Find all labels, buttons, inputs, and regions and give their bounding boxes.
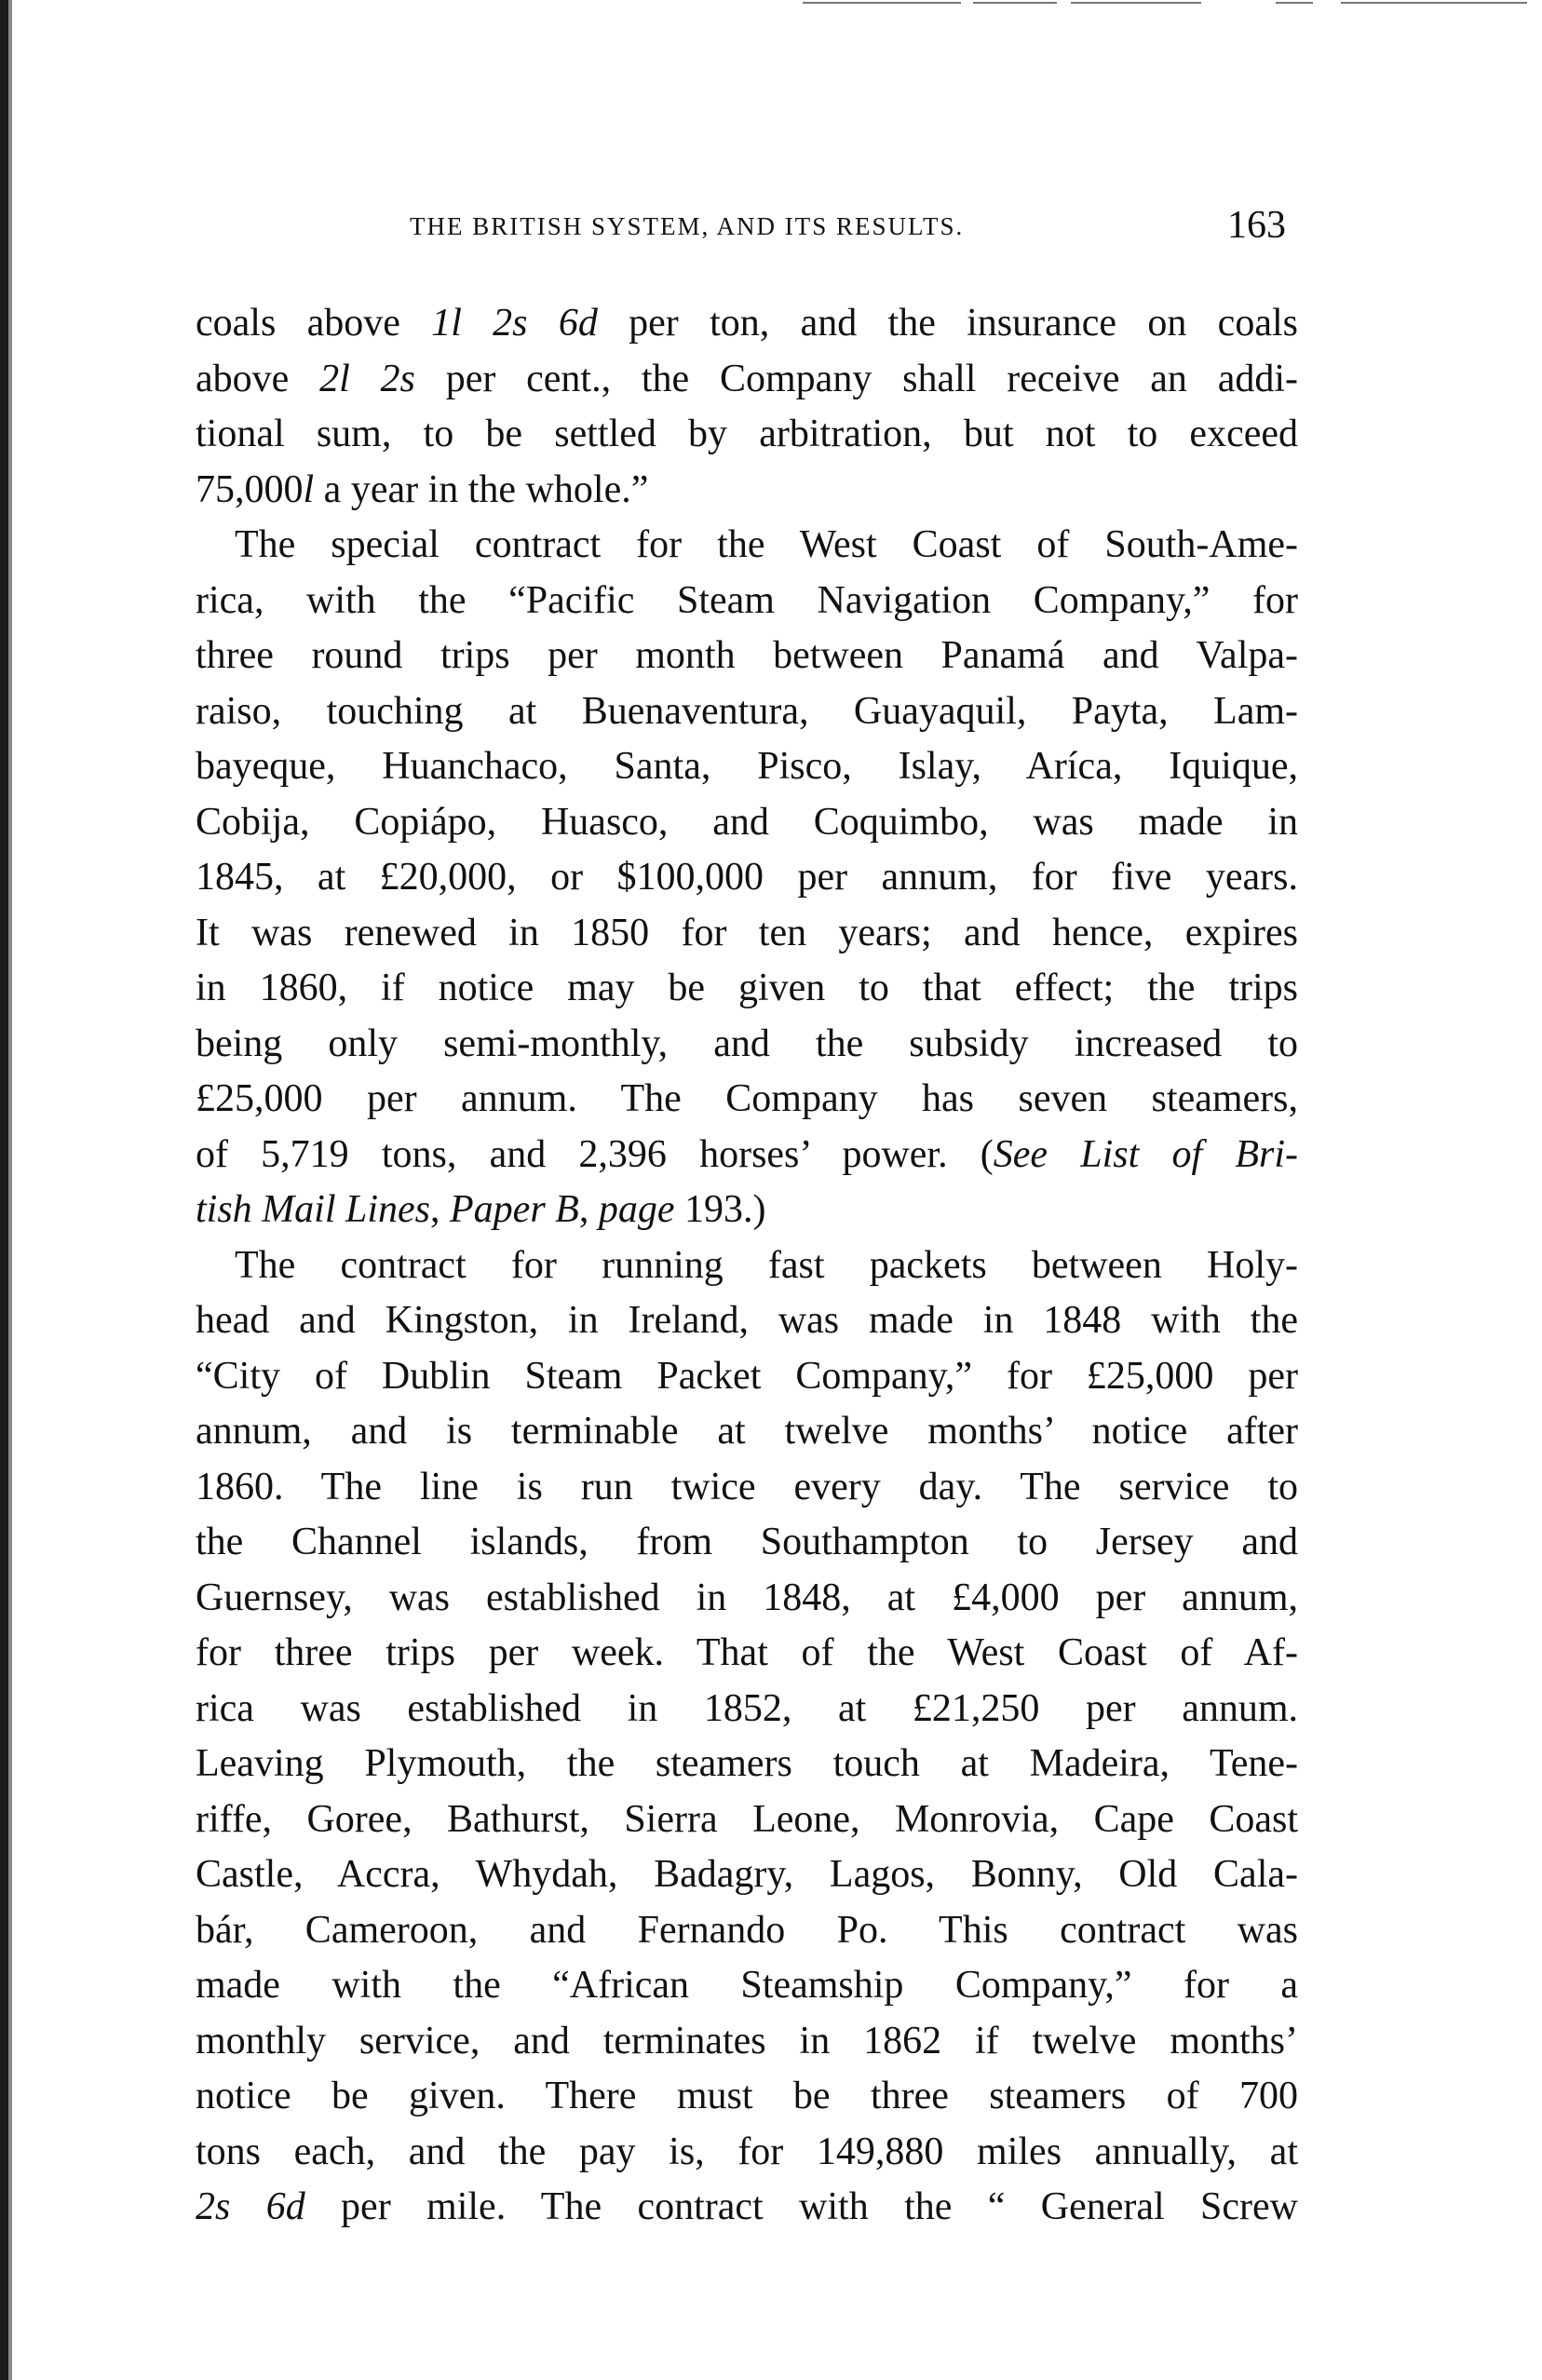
page-number: 163 bbox=[1227, 204, 1286, 247]
text-line bbox=[196, 574, 1298, 629]
text-line bbox=[196, 739, 1298, 795]
text-segment: Cobija, Copiápo, Huasco, and Coquimbo, was made in bbox=[196, 800, 1298, 844]
text-segment: made with the “African Steamship Company,” for a bbox=[196, 1964, 1298, 2007]
text-line bbox=[196, 1737, 1298, 1792]
text-segment: monthly service, and terminates in 1862 if twelve months’ bbox=[196, 2019, 1298, 2062]
text-segment: The special contract for the West Coast of South-Ame- bbox=[235, 523, 1298, 566]
scan-artifact-rule bbox=[1276, 2, 1313, 4]
text-segment: rica was established in 1852, at £21,250 per annum. bbox=[196, 1686, 1298, 1730]
italic-text: Paper B bbox=[450, 1188, 579, 1231]
text-segment: The contract for running fast packets between Holy- bbox=[235, 1243, 1298, 1287]
text-segment: It was renewed in 1850 for ten years; and hence, expires bbox=[196, 911, 1298, 954]
text-segment: bayeque, Huanchaco, Santa, Pisco, Islay, Aríca, Iquique, bbox=[196, 745, 1298, 788]
text-line bbox=[196, 1515, 1298, 1571]
page-binding-edge bbox=[0, 0, 8, 2380]
text-line bbox=[196, 850, 1298, 906]
text-line bbox=[196, 1238, 1298, 1294]
text-segment: notice be given. There must be three steamers of 700 bbox=[196, 2075, 1298, 2117]
text-segment: head and Kingston, in Ireland, was made in 1848 with the bbox=[196, 1299, 1298, 1342]
text-line bbox=[196, 2125, 1298, 2181]
text-segment: tional sum, to be settled by arbitration, but not to exceed bbox=[196, 412, 1298, 455]
italic-text: l bbox=[303, 467, 315, 511]
text-segment: tons each, and the pay is, for 149,880 miles annually, at bbox=[196, 2130, 1298, 2173]
text-segment: three round trips per month between Panamá and Valpa- bbox=[196, 634, 1298, 677]
text-line bbox=[196, 795, 1298, 851]
text-segment: in 1860, if notice may be given to that effect; the trips bbox=[196, 967, 1298, 1009]
scan-artifact-rule bbox=[973, 2, 1057, 4]
text-segment: Guernsey, was established in 1848, at £4,000 per annum, bbox=[196, 1575, 1298, 1619]
italic-text: page bbox=[598, 1188, 675, 1231]
text-line bbox=[196, 1682, 1298, 1738]
text-line bbox=[196, 1847, 1298, 1903]
text-segment: per ton, and the insurance on coals bbox=[597, 302, 1298, 345]
text-segment: 75,000 bbox=[196, 467, 304, 511]
text-segment: annum, and is terminable at twelve months’ notice after bbox=[196, 1410, 1298, 1453]
text-line bbox=[196, 906, 1298, 962]
text-segment: Castle, Accra, Whydah, Badagry, Lagos, Bonny, Old Cala- bbox=[196, 1853, 1298, 1896]
scan-artifact-rule bbox=[1341, 2, 1527, 4]
text-line bbox=[196, 296, 1298, 352]
text-segment: the Channel islands, from Southampton to Jersey and bbox=[196, 1521, 1298, 1563]
text-line bbox=[196, 1903, 1298, 1959]
italic-text: 2s 6d bbox=[196, 2185, 305, 2228]
text-line bbox=[196, 1958, 1298, 2014]
text-segment: 193.) bbox=[674, 1188, 766, 1231]
text-line bbox=[196, 407, 1298, 463]
text-line bbox=[196, 1626, 1298, 1682]
italic-text: 1l 2s 6d bbox=[431, 302, 598, 345]
scan-artifact-rule bbox=[1071, 2, 1201, 4]
running-header: THE BRITISH SYSTEM, AND ITS RESULTS. bbox=[410, 212, 965, 240]
text-segment: coals above bbox=[196, 302, 432, 345]
text-line bbox=[196, 2014, 1298, 2070]
text-line bbox=[196, 1460, 1298, 1516]
text-segment: a year in the whole.” bbox=[314, 467, 649, 511]
text-segment: , bbox=[578, 1188, 599, 1231]
text-segment: Leaving Plymouth, the steamers touch at Madeira, Tene- bbox=[196, 1742, 1298, 1785]
italic-text: 2l 2s bbox=[319, 357, 415, 400]
text-line bbox=[196, 1293, 1298, 1349]
text-segment: for three trips per week. That of the West Coast of Af- bbox=[196, 1631, 1298, 1674]
text-segment: £25,000 per annum. The Company has seven steamers, bbox=[196, 1077, 1298, 1120]
text-line bbox=[196, 2180, 1298, 2236]
text-segment: above bbox=[196, 357, 320, 400]
text-segment: 1860. The line is run twice every day. The service to bbox=[196, 1465, 1298, 1508]
text-segment: per mile. The contract with the “ General Screw bbox=[304, 2185, 1298, 2228]
text-line bbox=[196, 1792, 1298, 1848]
text-segment: 1845, at £20,000, or $100,000 per annum, for five years. bbox=[196, 856, 1298, 899]
text-line bbox=[196, 1072, 1298, 1128]
body-text bbox=[196, 296, 1298, 2236]
page-binding-shadow bbox=[8, 0, 12, 2380]
text-line bbox=[196, 2069, 1298, 2125]
text-segment: per cent., the Company shall receive an addi- bbox=[414, 357, 1298, 400]
italic-text: tish Mail Lines bbox=[196, 1188, 431, 1231]
text-line bbox=[196, 1349, 1298, 1405]
text-segment: , bbox=[430, 1188, 451, 1231]
text-line bbox=[196, 629, 1298, 684]
text-line bbox=[196, 1571, 1298, 1627]
text-line bbox=[196, 961, 1298, 1017]
text-segment: rica, with the “Pacific Steam Navigation Company,” for bbox=[196, 578, 1298, 622]
text-segment: “City of Dublin Steam Packet Company,” for £25,000 per bbox=[196, 1354, 1298, 1398]
text-line bbox=[196, 463, 1298, 519]
text-line bbox=[196, 1183, 1298, 1238]
italic-text: See List of Bri- bbox=[993, 1132, 1298, 1176]
text-line bbox=[196, 1404, 1298, 1460]
text-segment: bár, Cameroon, and Fernando Po. This contract was bbox=[196, 1908, 1298, 1952]
text-line bbox=[196, 684, 1298, 740]
text-segment: being only semi-monthly, and the subsidy increased to bbox=[196, 1021, 1298, 1065]
text-line bbox=[196, 518, 1298, 574]
text-line bbox=[196, 352, 1298, 408]
text-segment: of 5,719 tons, and 2,396 horses’ power. ( bbox=[196, 1132, 994, 1176]
text-line bbox=[196, 1128, 1298, 1183]
text-line bbox=[196, 1017, 1298, 1073]
text-segment: riffe, Goree, Bathurst, Sierra Leone, Monrovia, Cape Coast bbox=[196, 1797, 1298, 1841]
scan-artifact-rule bbox=[803, 2, 961, 4]
text-segment: raiso, touching at Buenaventura, Guayaquil, Payta, Lam- bbox=[196, 689, 1298, 733]
